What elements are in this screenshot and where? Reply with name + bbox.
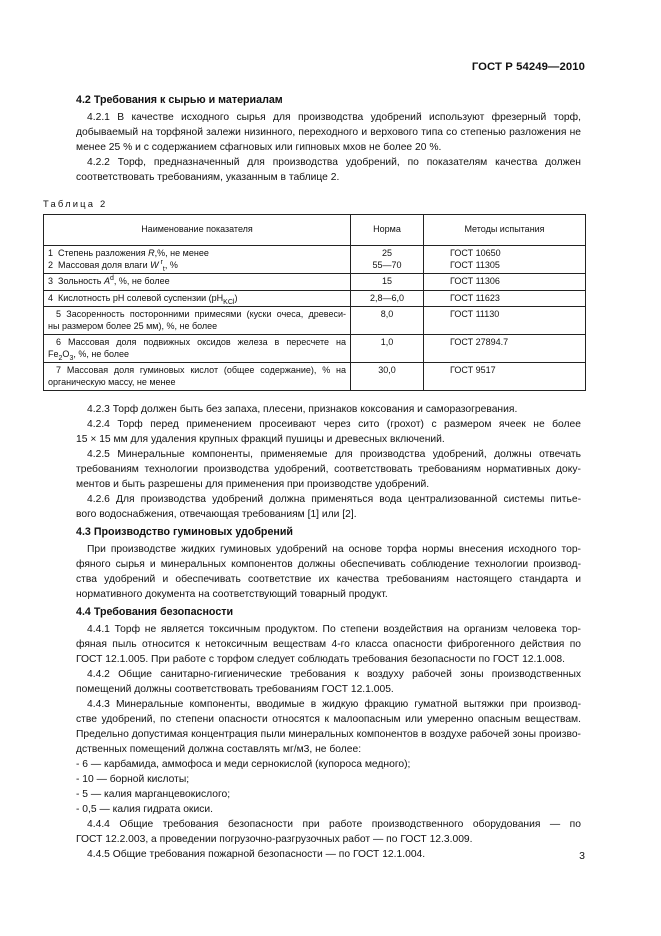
- indicator-line: ны размером более 25 мм), %, не более: [48, 320, 218, 331]
- concentration-list: [76, 757, 581, 817]
- paragraph-4-4-3: [76, 697, 581, 757]
- paragraph-4-2-1: [76, 110, 581, 155]
- column-header-norm: Норма: [351, 215, 424, 246]
- section-4-2-title: 4.2 Требования к сырью и материалам: [76, 94, 283, 106]
- page-number: 3: [579, 850, 585, 862]
- indicator-cell: [44, 335, 351, 363]
- norm-cell: 2,8—6,0: [351, 290, 424, 307]
- paragraph-4-4-2: [76, 667, 581, 697]
- text-line: дственных помещений должна составлять мг/м3, не более:: [76, 744, 362, 755]
- text-line: 4.4.3 Минеральные компоненты, вводимые в жидкую фракцию гуматной вытяжки при производ-: [87, 699, 581, 710]
- indicator-line: 3 Зольность $A^d$, %, не более: [48, 275, 170, 286]
- text-line: 4.4.1 Торф не является токсичным продуктом. По степени воздействия на организм человека тор-: [87, 624, 581, 635]
- method-cell: ГОСТ 11306: [424, 274, 586, 291]
- method-cell: ГОСТ 9517: [424, 363, 586, 391]
- norm-cell: 8,0: [351, 307, 424, 335]
- text-line: 4.2.3 Торф должен быть без запаха, плесени, признаков коксования и саморазогревания.: [87, 404, 518, 415]
- list-item: - 6 — карбамида, аммофоса и меди сернокислой (купороса медного);: [76, 759, 411, 770]
- indicator-cell: [44, 274, 351, 291]
- indicator-line: 4 Кислотность pH солевой суспензии $(pH_{KCl})$: [48, 292, 238, 306]
- paragraph-4-3: [76, 542, 581, 602]
- method-value: ГОСТ 10650: [450, 248, 501, 258]
- indicator-cell: [44, 246, 351, 274]
- list-item: - 10 — борной кислоты;: [76, 774, 190, 785]
- indicator-line: 6 Массовая доля подвижных оксидов железа в пересчете на: [56, 337, 346, 347]
- method-cell: ГОСТ 27894.7: [424, 335, 586, 363]
- indicator-line: $Fe_2O_3$, %, не более: [48, 348, 130, 362]
- indicator-cell: [44, 363, 351, 391]
- text-line: 4.4.2 Общие санитарно-гигиенические требования к воздуху рабочей зоны производственных: [87, 669, 581, 680]
- section-4-3-title: 4.3 Производство гуминовых удобрений: [76, 526, 293, 538]
- text-line: 4.4.4 Общие требования безопасности при работе производственного оборудования — по: [87, 819, 581, 830]
- page-content: [43, 93, 581, 862]
- table-caption: Таблица 2: [43, 198, 108, 209]
- text-line: ментов и быть разрешены для применения при производстве удобрений.: [76, 479, 430, 490]
- table-header-row: [44, 215, 586, 246]
- table-row: [44, 274, 586, 291]
- norm-value: 25: [381, 248, 392, 258]
- method-cell: [424, 246, 586, 274]
- method-value: ГОСТ 11305: [450, 259, 500, 270]
- table-row: [44, 246, 586, 274]
- indicator-line: 1 Степень разложения R,%, не менее: [48, 248, 209, 258]
- paragraph-4-2-2: [76, 155, 581, 185]
- indicator-cell: [44, 307, 351, 335]
- text-line: 4.2.6 Для производства удобрений должна применяться вода централизованной системы питье-: [87, 494, 581, 505]
- text-line: требованиям технологии производства удобрений, соответствовать требованиям нормативных доку-: [76, 464, 581, 475]
- list-item: - 0,5 — калия гидрата окиси.: [76, 804, 213, 815]
- column-header-methods: Методы испытания: [424, 215, 586, 246]
- paragraph-4-4-5: [76, 847, 581, 862]
- text-line: 4.2.5 Минеральные компоненты, применяемые для производства удобрений, должны отвечать: [87, 449, 581, 460]
- norm-cell: [351, 246, 424, 274]
- text-line: 4.2.1 В качестве исходного сырья для производства удобрений используют фрезерный торф,: [87, 112, 581, 123]
- table-row: [44, 307, 586, 335]
- text-line: При производстве жидких гуминовых удобрений на основе торфа нормы внесения исходного тор-: [87, 544, 581, 555]
- table-row: [44, 363, 586, 391]
- method-cell: ГОСТ 11623: [424, 290, 586, 307]
- norm-cell: 15: [351, 274, 424, 291]
- norm-cell: 30,0: [351, 363, 424, 391]
- text-line: стве удобрений, по степени опасности относятся к малоопасным или умеренно опасным веществам.: [76, 714, 581, 725]
- indicator-cell: [44, 290, 351, 307]
- indicator-line: органическую массу, не менее: [48, 376, 176, 387]
- norm-cell: 1,0: [351, 335, 424, 363]
- column-header-indicator: Наименование показателя: [44, 215, 351, 246]
- text-line: 4.4.5 Общие требования пожарной безопасности — по ГОСТ 12.1.004.: [87, 849, 426, 860]
- text-line: фяная пыль относится к нетоксичным веществам 4-го класса опасности фиброгенного действия по: [76, 639, 581, 650]
- indicator-line: 5 Засоренность посторонними примесями (куски очеса, древеси-: [56, 309, 346, 319]
- text-line: ства удобрений и обеспечивать соответствие их качества требованиям настоящего стандарта и: [76, 574, 581, 585]
- text-line: нормативного документа на соответствующий товарный продукт.: [76, 589, 388, 600]
- table-row: [44, 290, 586, 307]
- text-line: 4.2.4 Торф перед применением просеивают через сито (грохот) с размером ячеек не более: [87, 419, 581, 430]
- paragraph-4-2-5: [76, 447, 581, 492]
- norm-value: 55—70: [372, 259, 402, 270]
- indicator-line: 2 Массовая доля влаги W $^r_t$, %: [48, 258, 178, 273]
- text-line: ГОСТ 12.1.005. При работе с торфом следует соблюдать требования безопасности по ГОСТ 12.1.008.: [76, 654, 566, 665]
- paragraph-4-2-6: [76, 492, 581, 522]
- text-line: Предельно допустимая концентрация пыли минеральных компонентов в воздухе рабочей зоны произво-: [76, 729, 581, 740]
- table-row: [44, 335, 586, 363]
- paragraph-4-2-4: [76, 417, 581, 447]
- document-number-header: ГОСТ Р 54249—2010: [471, 61, 585, 73]
- text-line: вого водоснабжения, отвечающая требованиям [1] или [2].: [76, 509, 357, 520]
- text-line: менее 25 % и с содержанием сфагновых или гипновых мхов не более 20 %.: [76, 142, 442, 153]
- text-line: 15 × 15 мм для удаления крупных фракций пушицы и древесных включений.: [76, 434, 445, 445]
- indicator-line: 7 Массовая доля гуминовых кислот (общее содержание), % на: [56, 365, 346, 375]
- requirements-table: [43, 214, 586, 391]
- text-line: добываемый на торфяной залежи низинного, переходного и верхового типа со степенью разложения не: [76, 127, 581, 138]
- paragraph-4-4-4: [76, 817, 581, 847]
- text-line: помещений должны соответствовать требованиям ГОСТ 12.1.005.: [76, 684, 394, 695]
- section-4-4-title: 4.4 Требования безопасности: [76, 606, 234, 618]
- text-line: фяного сырья и минеральных компонентов должны обеспечивать соблюдение технологии производ-: [76, 559, 581, 570]
- list-item: - 5 — калия марганцевокислого;: [76, 789, 231, 800]
- text-line: 4.2.2 Торф, предназначенный для производства удобрений, по показателям качества должен: [87, 157, 581, 168]
- text-line: соответствовать требованиям, указанным в таблице 2.: [76, 172, 340, 183]
- text-line: ГОСТ 12.2.003, а проведении погрузочно-разгрузочных работ — по ГОСТ 12.3.009.: [76, 834, 473, 845]
- paragraph-4-2-3: [76, 402, 581, 417]
- method-cell: ГОСТ 11130: [424, 307, 586, 335]
- paragraph-4-4-1: [76, 622, 581, 667]
